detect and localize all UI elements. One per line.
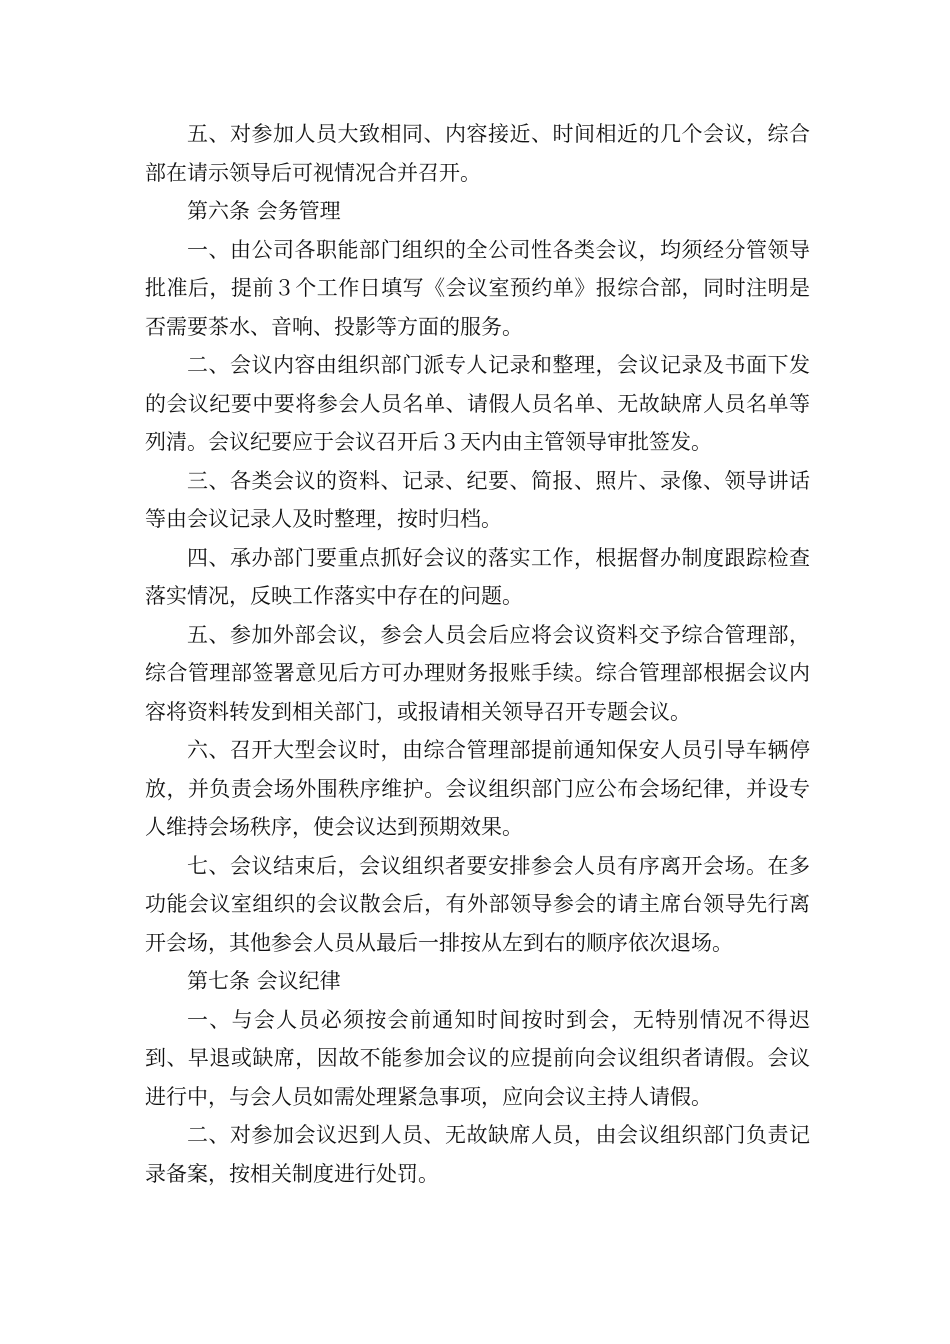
paragraph-6-6: 六、召开大型会议时，由综合管理部提前通知保安人员引导车辆停放，并负责会场外围秩序维护。会议组织部门应公布会场纪律，并设专人维持会场秩序，使会议达到预期效果。 [145,738,810,839]
paragraph-6-2: 二、会议内容由组织部门派专人记录和整理，会议记录及书面下发的会议纪要中要将参会人员名单、请假人员名单、无故缺席人员名单等列清。会议纪要应于会议召开后３天内由主管领导审批签发。 [145,353,810,454]
paragraph-6-1: 一、由公司各职能部门组织的全公司性各类会议，均须经分管领导批准后，提前３个工作日填写《会议室预约单》报综合部，同时注明是否需要茶水、音响、投影等方面的服务。 [145,237,810,339]
article-7-heading: 第七条 会议纪律 [187,969,341,993]
paragraph-6-4: 四、承办部门要重点抓好会议的落实工作，根据督办制度跟踪检查落实情况，反映工作落实中存在的问题。 [145,545,810,608]
paragraph-item-5-merge: 五、对参加人员大致相同、内容接近、时间相近的几个会议，综合部在请示领导后可视情况合并召开。 [145,122,810,185]
paragraph-7-1: 一、与会人员必须按会前通知时间按时到会，无特别情况不得迟到、早退或缺席，因故不能参加会议的应提前向会议组织者请假。会议进行中，与会人员如需处理紧急事项，应向会议主持人请假。 [145,1007,810,1109]
paragraph-6-3: 三、各类会议的资料、记录、纪要、简报、照片、录像、领导讲话等由会议记录人及时整理，按时归档。 [145,468,810,531]
paragraph-7-2: 二、对参加会议迟到人员、无故缺席人员，由会议组织部门负责记录备案，按相关制度进行处罚。 [145,1123,810,1186]
article-6-heading: 第六条 会务管理 [187,199,341,223]
paragraph-6-7: 七、会议结束后，会议组织者要安排参会人员有序离开会场。在多功能会议室组织的会议散会后，有外部领导参会的请主席台领导先行离开会场，其他参会人员从最后一排按从左到右的顺序依次退场。 [145,853,810,955]
paragraph-6-5: 五、参加外部会议，参会人员会后应将会议资料交予综合管理部，综合管理部签署意见后方可办理财务报账手续。综合管理部根据会议内容将资料转发到相关部门，或报请相关领导召开专题会议。 [145,622,810,724]
document-body [145,115,810,1193]
